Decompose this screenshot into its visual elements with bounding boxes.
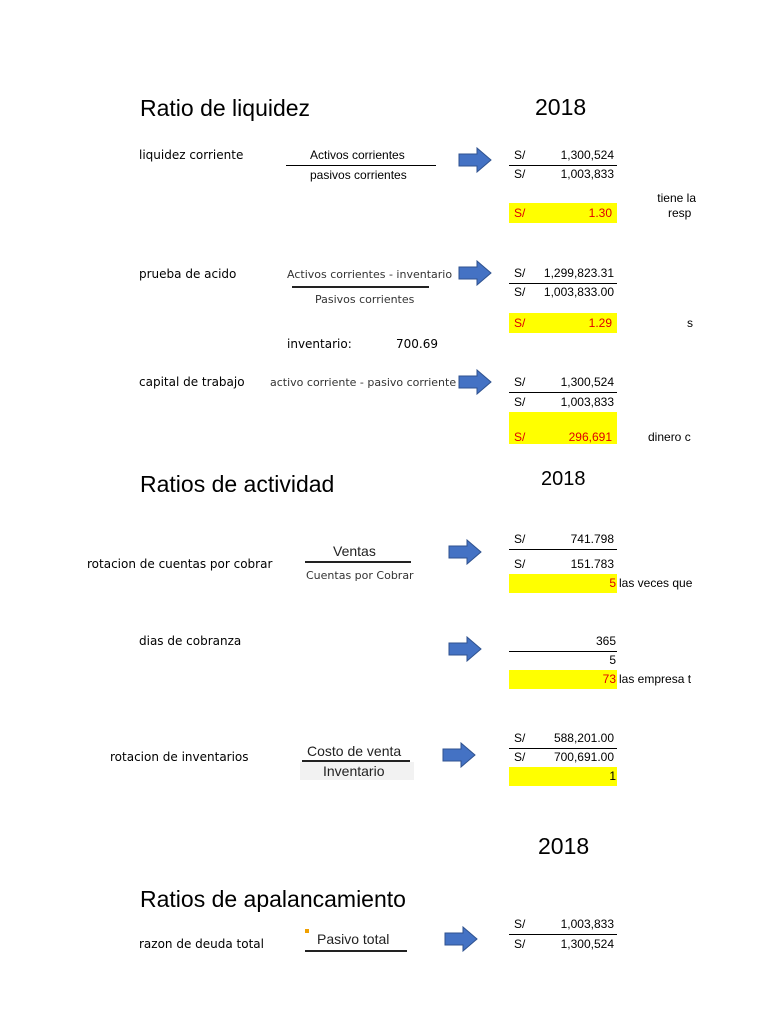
value-numerator: 588,201.00 xyxy=(553,731,614,745)
value-denominator: 1,300,524 xyxy=(560,937,614,951)
currency-symbol: S/ xyxy=(514,917,526,931)
formula-numerator: Pasivo total xyxy=(317,931,390,947)
result-value: 5 xyxy=(609,576,616,590)
currency-symbol: S/ xyxy=(514,375,526,389)
formula-denominator: Inventario xyxy=(323,763,385,779)
currency-symbol: S/ xyxy=(514,395,526,409)
divider-line xyxy=(509,165,617,166)
divider-line xyxy=(509,651,617,652)
note-text: tiene la xyxy=(657,191,696,205)
formula-text: activo corriente - pasivo corriente xyxy=(270,376,457,389)
value-denominator: 1,003,833 xyxy=(560,167,614,181)
value-numerator: 741.798 xyxy=(570,532,614,546)
value-denominator: 5 xyxy=(609,653,616,667)
inventory-label: inventario: xyxy=(287,337,352,351)
result-currency: S/ xyxy=(514,430,526,444)
section-title-apalancamiento: Ratios de apalancamiento xyxy=(140,886,406,912)
arrow-right-icon xyxy=(442,742,476,768)
row-label-rotacion-cuentas-cobrar: rotacion de cuentas por cobrar xyxy=(87,557,273,571)
result-value: 1.30 xyxy=(588,206,612,220)
row-label-liquidez-corriente: liquidez corriente xyxy=(139,148,244,162)
value-numerator: 1,003,833 xyxy=(560,917,614,931)
fraction-line xyxy=(286,165,436,166)
year-header-actividad: 2018 xyxy=(541,468,586,490)
inventory-value: 700.69 xyxy=(396,337,438,351)
result-value: 1.29 xyxy=(588,316,612,330)
row-label-prueba-acido: prueba de acido xyxy=(139,267,237,281)
result-value: 1 xyxy=(609,769,616,783)
currency-symbol: S/ xyxy=(514,731,526,745)
value-denominator: 1,003,833.00 xyxy=(543,285,614,299)
currency-symbol: S/ xyxy=(514,750,526,764)
fraction-line xyxy=(305,561,411,563)
result-value: 296,691 xyxy=(568,430,612,444)
currency-symbol: S/ xyxy=(514,557,526,571)
value-numerator: 1,299,823.31 xyxy=(543,266,614,280)
section-title-actividad: Ratios de actividad xyxy=(140,471,335,497)
row-label-razon-deuda-total: razon de deuda total xyxy=(139,937,264,951)
section-title-liquidez: Ratio de liquidez xyxy=(140,95,311,121)
note-text: dinero c xyxy=(648,430,691,444)
divider-line xyxy=(509,934,617,935)
result-currency: S/ xyxy=(514,316,526,330)
row-label-rotacion-inventarios: rotacion de inventarios xyxy=(110,750,249,764)
fraction-line xyxy=(292,286,429,288)
arrow-right-icon xyxy=(458,260,492,286)
formula-numerator: Costo de venta xyxy=(307,743,402,759)
divider-line xyxy=(509,392,617,393)
divider-line xyxy=(509,748,617,749)
year-header-liquidez: 2018 xyxy=(535,94,587,120)
fraction-line xyxy=(305,950,407,952)
row-label-capital-trabajo: capital de trabajo xyxy=(139,375,245,389)
note-text: resp xyxy=(668,206,692,220)
formula-denominator: pasivos corrientes xyxy=(310,168,407,182)
formula-numerator: Ventas xyxy=(333,543,376,559)
value-numerator: 1,300,524 xyxy=(560,148,614,162)
currency-symbol: S/ xyxy=(514,266,526,280)
arrow-right-icon xyxy=(448,636,482,662)
year-header-apalancamiento: 2018 xyxy=(538,833,590,859)
note-text: s xyxy=(687,316,693,330)
arrow-right-icon xyxy=(458,147,492,173)
value-numerator: 1,300,524 xyxy=(560,375,614,389)
formula-denominator: Pasivos corrientes xyxy=(315,293,415,306)
row-label-dias-cobranza: dias de cobranza xyxy=(139,634,242,648)
arrow-right-icon xyxy=(448,539,482,565)
value-denominator: 1,003,833 xyxy=(560,395,614,409)
note-text: las empresa t xyxy=(619,672,692,686)
currency-symbol: S/ xyxy=(514,285,526,299)
divider-line xyxy=(509,549,617,550)
note-text: las veces que xyxy=(619,576,693,590)
result-value: 73 xyxy=(602,672,616,686)
currency-symbol: S/ xyxy=(514,148,526,162)
formula-denominator: Cuentas por Cobrar xyxy=(306,569,414,582)
formula-numerator: Activos corrientes - inventario xyxy=(287,268,453,281)
marker-icon xyxy=(305,929,309,933)
arrow-right-icon xyxy=(458,369,492,395)
value-denominator: 700,691.00 xyxy=(553,750,614,764)
value-denominator: 151.783 xyxy=(570,557,614,571)
arrow-right-icon xyxy=(444,926,478,952)
value-numerator: 365 xyxy=(595,634,616,648)
result-currency: S/ xyxy=(514,206,526,220)
currency-symbol: S/ xyxy=(514,937,526,951)
currency-symbol: S/ xyxy=(514,167,526,181)
divider-line xyxy=(509,283,617,284)
currency-symbol: S/ xyxy=(514,532,526,546)
formula-numerator: Activos corrientes xyxy=(310,148,405,162)
